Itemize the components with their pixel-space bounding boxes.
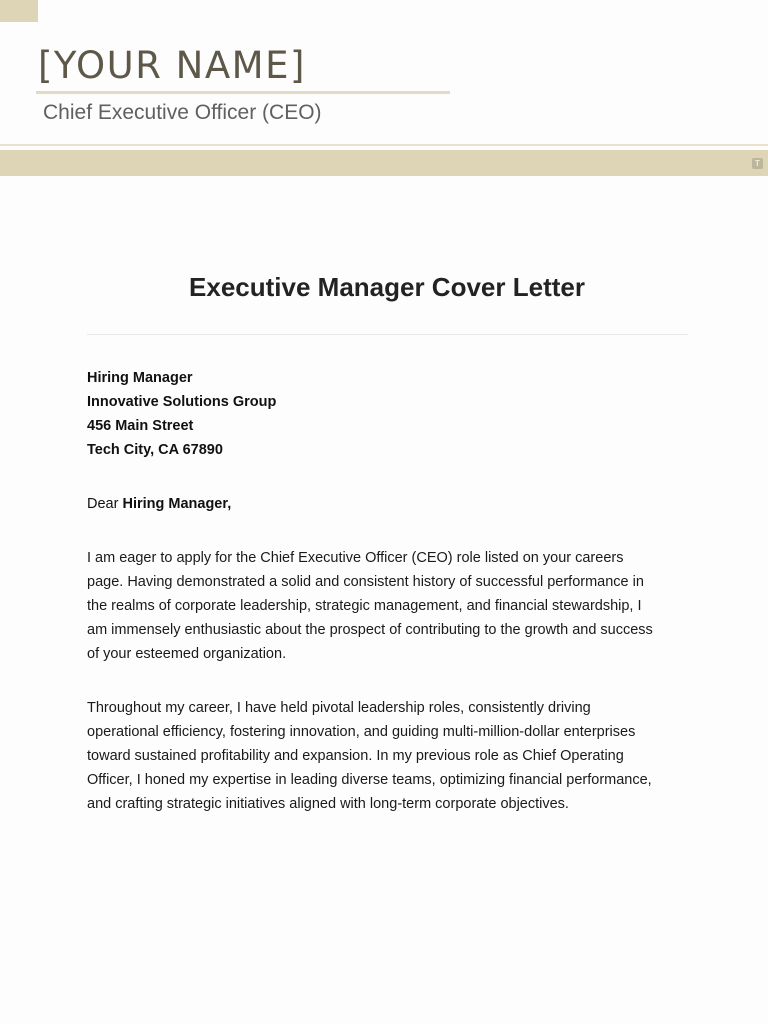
paragraph-line: operational efficiency, fostering innovation, and guiding multi-million-dollar enterprises [87, 724, 636, 740]
paragraph-line: Officer, I honed my expertise in leading diverse teams, optimizing financial performance, [87, 772, 652, 788]
recipient-address [87, 366, 276, 462]
paragraph-line: toward sustained profitability and expansion. In my previous role as Chief Operating [87, 748, 624, 764]
body-paragraph-1 [87, 546, 687, 666]
recipient-city: Tech City, CA 67890 [87, 442, 223, 458]
paragraph-line: am immensely enthusiastic about the prospect of contributing to the growth and success [87, 622, 653, 638]
paragraph-line: I am eager to apply for the Chief Executive Officer (CEO) role listed on your careers [87, 550, 624, 566]
corner-accent [0, 0, 38, 22]
letter-title: Executive Manager Cover Letter [189, 272, 585, 302]
applicant-name: [YOUR NAME] [38, 44, 306, 87]
paragraph-line: the realms of corporate leadership, strategic management, and financial stewardship, I [87, 598, 642, 614]
header-divider [0, 144, 768, 146]
salutation [87, 492, 231, 516]
header-band [0, 150, 768, 176]
title-divider [87, 334, 688, 335]
salutation-name: Hiring Manager, [122, 496, 232, 512]
template-icon: T [752, 158, 763, 169]
salutation-prefix: Dear [87, 496, 123, 512]
paragraph-line: and crafting strategic initiatives aligned with long-term corporate objectives. [87, 796, 569, 812]
paragraph-line: of your esteemed organization. [87, 646, 287, 662]
paragraph-line: Throughout my career, I have held pivotal leadership roles, consistently driving [87, 700, 591, 716]
name-underline [36, 91, 450, 94]
recipient-company: Innovative Solutions Group [87, 394, 277, 410]
applicant-job-title: Chief Executive Officer (CEO) [43, 101, 322, 124]
recipient-street: 456 Main Street [87, 418, 194, 434]
body-paragraph-2 [87, 696, 687, 816]
recipient-name: Hiring Manager [87, 370, 193, 386]
paragraph-line: page. Having demonstrated a solid and consistent history of successful performance in [87, 574, 644, 590]
